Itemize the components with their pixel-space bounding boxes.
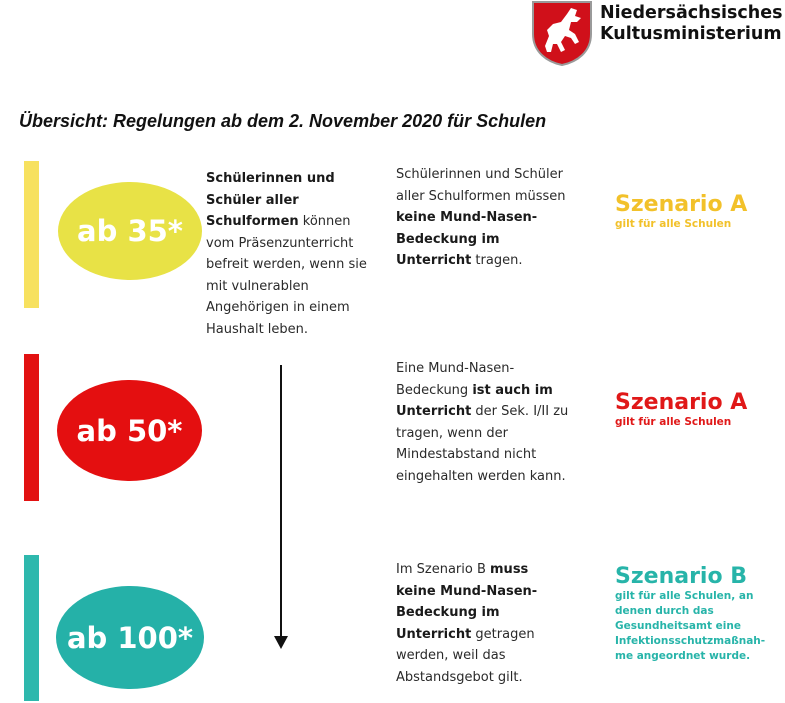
scenario-subtitle: gilt für alle Schulen — [615, 416, 732, 428]
down-arrow-line — [280, 365, 282, 638]
rule-bold: ist auch im Unterricht — [396, 382, 553, 419]
rule-text: Schülerinnen und Schüler aller Schulformen müssen — [396, 167, 566, 204]
threshold-label: ab 50* — [76, 413, 183, 448]
scenario-title: Szenario A — [615, 390, 748, 415]
threshold-circle-35 — [58, 182, 202, 280]
rule-text: tragen. — [471, 253, 523, 268]
rule-text: Eine Mund-Nasen-Bedeckung — [396, 361, 515, 398]
scenario-title: Szenario A — [615, 192, 748, 217]
yellow-bar — [24, 161, 39, 308]
page-title: Übersicht: Regelungen ab dem 2. November 2020 für Schulen — [19, 111, 547, 131]
rule-text-col2-row1 — [396, 164, 571, 272]
ministry-line-1: Niedersächsisches — [600, 3, 783, 23]
lower-saxony-coat-of-arms-icon — [531, 0, 593, 66]
scenario-label-row1 — [615, 193, 747, 232]
rule-text-col2-row2 — [396, 358, 571, 487]
red-bar — [24, 354, 39, 501]
rule-text-col2-row3 — [396, 559, 571, 688]
rule-bold: keine Mund-Nasen-Bedeckung im Unterricht — [396, 210, 538, 268]
rule-bold: Schülerinnen und Schüler aller Schulformen — [206, 171, 335, 229]
scenario-title: Szenario B — [615, 564, 748, 589]
rule-text: der Sek. I/II zu tragen, wenn der Mindestabstand nicht eingehalten werden kann. — [396, 404, 569, 484]
threshold-circle-50 — [57, 380, 202, 481]
ministry-line-2: Kultusministerium — [600, 24, 782, 44]
threshold-label: ab 35* — [77, 214, 183, 248]
threshold-circle-100 — [56, 586, 204, 689]
ministry-name — [600, 3, 783, 45]
scenario-label-row3 — [615, 565, 780, 664]
rule-text: können vom Präsenzunterricht befreit werden, wenn sie mit vulnerablen Angehörigen in einem Haushalt leben. — [206, 214, 367, 337]
rule-text: Im Szenario B — [396, 562, 491, 577]
scenario-subtitle: gilt für alle Schulen, an denen durch das Gesundheitsamt eine Infektionsschutzmaßnah-me angeordnet wurde. — [615, 590, 766, 662]
down-arrow-icon — [274, 636, 288, 649]
scenario-label-row2 — [615, 391, 747, 430]
rule-bold: muss keine Mund-Nasen-Bedeckung im Unterricht — [396, 562, 538, 642]
threshold-label: ab 100* — [66, 620, 194, 655]
rule-text-col1-row1 — [206, 168, 381, 340]
rule-text: getragen werden, weil das Abstandsgebot gilt. — [396, 626, 535, 685]
scenario-subtitle: gilt für alle Schulen — [615, 218, 732, 230]
teal-bar — [24, 555, 39, 701]
